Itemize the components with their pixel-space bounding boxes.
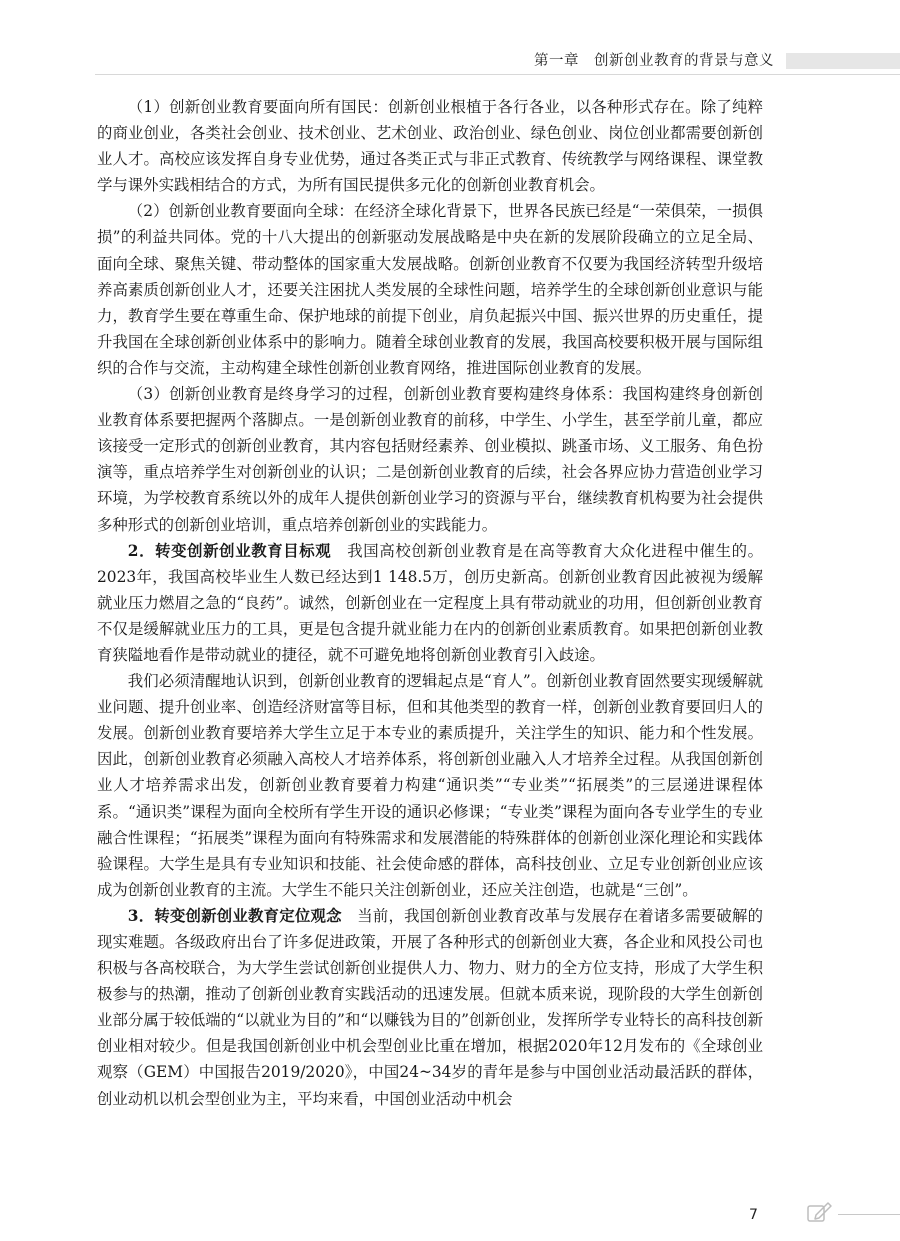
paragraph-2: （2）创新创业教育要面向全球：在经济全球化背景下，世界各民族已经是“一荣俱荣，一损俱损”的利益共同体。党的十八大提出的创新驱动发展战略是中央在新的发展阶段确立的立足全局、面向全球、聚焦关键、带动整体的国家重大发展战略。创新创业教育不仅要为我国经济转型升级培养高素质创新创业人才，还要关注困扰人类发展的全球性问题，培养学生的全球创新创业意识与能力，教育学生要在尊重生命、保护地球的前提下创业，肩负起振兴中国、振兴世界的历史重任，提升我国在全球创新创业体系中的影响力。随着全球创业教育的发展，我国高校要积极开展与国际组织的合作与交流，主动构建全球性创新创业教育网络，推进国际创业教育的发展。 bbox=[97, 202, 763, 377]
page-number: 7 bbox=[749, 1207, 758, 1223]
paragraph-1: （1）创新创业教育要面向所有国民：创新创业根植于各行各业，以各种形式存在。除了纯粹的商业创业，各类社会创业、技术创业、艺术创业、政治创业、绿色创业、岗位创业都需要创新创业人才。高校应该发挥自身专业优势，通过各类正式与非正式教育、传统教学与网络课程、课堂教学与课外实践相结合的方式，为所有国民提供多元化的创新创业教育机会。 bbox=[97, 98, 763, 195]
chapter-title: 第一章 创新创业教育的背景与意义 bbox=[534, 53, 774, 69]
footer-rule bbox=[838, 1214, 900, 1215]
running-header bbox=[0, 48, 900, 72]
header-rule bbox=[95, 74, 900, 75]
body-text bbox=[97, 94, 763, 1112]
pencil-note-icon bbox=[806, 1200, 834, 1224]
paragraph-4 bbox=[97, 538, 763, 668]
paragraph-5: 我们必须清醒地认识到，创新创业教育的逻辑起点是“育人”。创新创业教育固然要实现缓解就业问题、提升创业率、创造经济财富等目标，但和其他类型的教育一样，创新创业教育要回归人的发展。创新创业教育要培养大学生立足于本专业的素质提升，关注学生的知识、能力和个性发展。因此，创新创业教育必须融入高校人才培养体系，将创新创业融入人才培养全过程。从我国创新创业人才培养需求出发，创新创业教育要着力构建“通识类”“专业类”“拓展类”的三层递进课程体系。“通识类”课程为面向全校所有学生开设的通识必修课；“专业类”课程为面向各专业学生的专业融合性课程；“拓展类”课程为面向有特殊需求和发展潜能的特殊群体的创新创业深化理论和实践体验课程。大学生是具有专业知识和技能、社会使命感的群体，高科技创业、立足专业创新创业应该成为创新创业教育的主流。大学生不能只关注创新创业，还应关注创造，也就是“三创”。 bbox=[97, 672, 763, 899]
paragraph-6-text: 当前，我国创新创业教育改革与发展存在着诸多需要破解的现实难题。各级政府出台了许多促进政策，开展了各种形式的创新创业大赛，各企业和风投公司也积极与各高校联合，为大学生尝试创新创业提供人力、物力、财力的全方位支持，形成了大学生积极参与的热潮，推动了创新创业教育实践活动的迅速发展。但就本质来说，现阶段的大学生创新创业部分属于较低端的“以就业为目的”和“以赚钱为目的”创新创业，发挥所学专业特长的高科技创新创业相对较少。但是我国创新创业中机会型创业比重在增加，根据2020年12月发布的《全球创业观察（GEM）中国报告2019/2020》，中国24~34岁的青年是参与中国创业活动最活跃的群体，创业动机以机会型创业为主，平均来看，中国创业活动中机会 bbox=[97, 906, 763, 1108]
section-heading-2: 2．转变创新创业教育目标观 bbox=[127, 541, 332, 560]
paragraph-4-text: 我国高校创新创业教育是在高等教育大众化进程中催生的。2023年，我国高校毕业生人数已经达到1 148.5万，创历史新高。创新创业教育因此被视为缓解就业压力燃眉之急的“良药”。诚然，创新创业在一定程度上具有带动就业的功用，但创新创业教育不仅是缓解就业压力的工具，更是包含提升就业能力在内的创新创业素质教育。如果把创新创业教育狭隘地看作是带动就业的捷径，就不可避免地将创新创业教育引入歧途。 bbox=[97, 541, 763, 664]
paragraph-6 bbox=[97, 903, 763, 1112]
paragraph-3: （3）创新创业教育是终身学习的过程，创新创业教育要构建终身体系：我国构建终身创新创业教育体系要把握两个落脚点。一是创新创业教育的前移，中学生、小学生，甚至学前儿童，都应该接受一定形式的创新创业教育，其内容包括财经素养、创业模拟、跳蚤市场、义工服务、角色扮演等，重点培养学生对创新创业的认识；二是创新创业教育的后续，社会各界应协力营造创业学习环境，为学校教育系统以外的成年人提供创新创业学习的资源与平台，继续教育机构要为社会提供多种形式的创新创业培训，重点培养创新创业的实践能力。 bbox=[97, 385, 763, 534]
header-bar bbox=[786, 53, 900, 69]
section-heading-3: 3．转变创新创业教育定位观念 bbox=[127, 906, 342, 925]
